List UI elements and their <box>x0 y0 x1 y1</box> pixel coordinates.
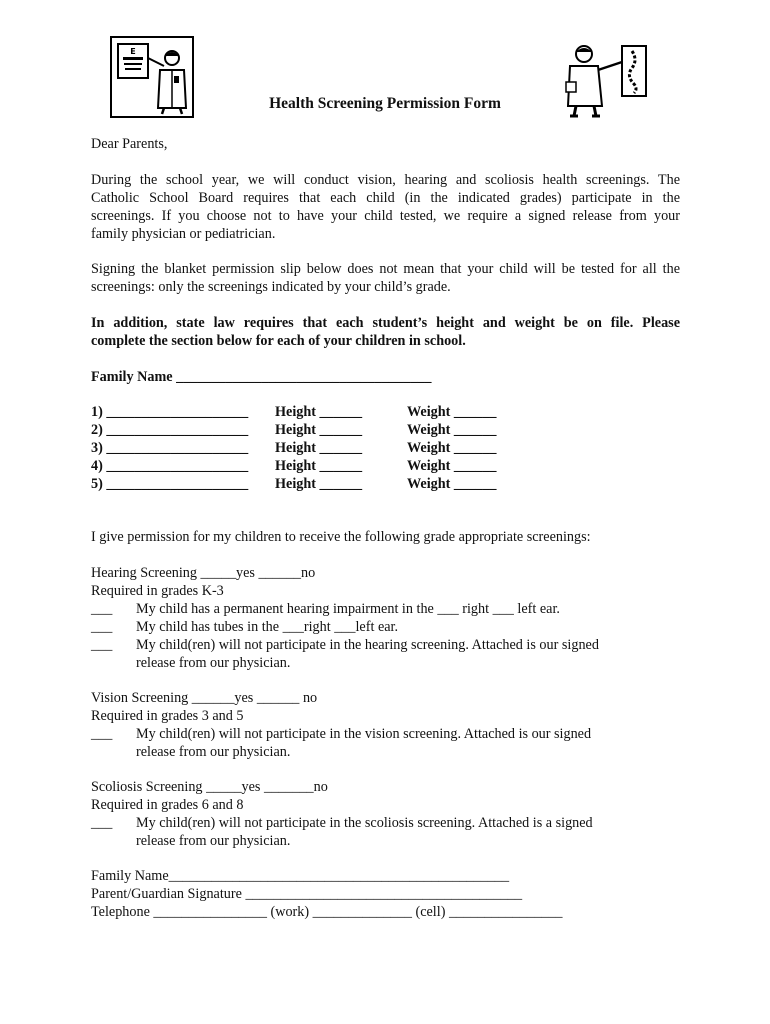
vision-option[interactable] <box>91 725 592 743</box>
option-text: My child(ren) will not participate in the scoliosis screening. Attached is a signed <box>136 815 593 831</box>
height-field[interactable]: Height ______ <box>275 458 363 474</box>
family-name-signature-field[interactable]: Family Name________________________________________________ <box>91 868 510 884</box>
guardian-signature-field[interactable]: Parent/Guardian Signature _______________________________________ <box>91 886 523 902</box>
page-title: Health Screening Permission Form <box>269 95 501 112</box>
check-blank[interactable]: ___ <box>91 637 113 653</box>
svg-text:E: E <box>130 47 136 56</box>
vision-grades: Required in grades 3 and 5 <box>91 708 244 724</box>
law-line: In addition, state law requires that each student’s height and weight be on file. Please <box>91 315 680 331</box>
height-field[interactable]: Height ______ <box>275 404 363 420</box>
blanket-line: screenings: only the screenings indicated by your child’s grade. <box>91 279 451 295</box>
vision-heading[interactable]: Vision Screening ______yes ______ no <box>91 690 318 706</box>
child-name-field[interactable]: 1) ____________________ <box>91 404 249 420</box>
law-paragraph <box>91 314 680 350</box>
greeting: Dear Parents, <box>91 136 168 152</box>
child-name-field[interactable]: 4) ____________________ <box>91 458 249 474</box>
child-row <box>91 421 497 439</box>
family-name-field[interactable]: Family Name ____________________________________ <box>91 369 432 385</box>
height-field[interactable]: Height ______ <box>275 476 363 492</box>
hearing-option[interactable] <box>91 618 399 636</box>
weight-field[interactable]: Weight ______ <box>407 458 497 474</box>
child-name-field[interactable]: 5) ____________________ <box>91 476 249 492</box>
child-name-field[interactable]: 3) ____________________ <box>91 440 249 456</box>
scoliosis-heading[interactable]: Scoliosis Screening _____yes _______no <box>91 779 328 795</box>
intro-paragraph <box>91 171 680 243</box>
option-continuation: release from our physician. <box>136 833 291 849</box>
weight-field[interactable]: Weight ______ <box>407 440 497 456</box>
child-name-field[interactable]: 2) ____________________ <box>91 422 249 438</box>
scoliosis-option[interactable] <box>91 814 593 832</box>
scoliosis-grades: Required in grades 6 and 8 <box>91 797 244 813</box>
hearing-heading[interactable]: Hearing Screening _____yes ______no <box>91 565 316 581</box>
check-blank[interactable]: ___ <box>91 815 113 831</box>
intro-line: screenings. If you choose not to have your child tested, we require a signed release from your <box>91 208 680 224</box>
check-blank[interactable]: ___ <box>91 601 113 617</box>
law-line: complete the section below for each of your children in school. <box>91 333 466 349</box>
blanket-line: Signing the blanket permission slip below does not mean that your child will be tested for all the <box>91 261 680 277</box>
child-row <box>91 439 497 457</box>
option-continuation: release from our physician. <box>136 655 291 671</box>
intro-line: Catholic School Board requires that each child (in the indicated grades) participate in the <box>91 190 680 206</box>
option-text: My child(ren) will not participate in the vision screening. Attached is our signed <box>136 726 592 742</box>
hearing-grades: Required in grades K-3 <box>91 583 224 599</box>
weight-field[interactable]: Weight ______ <box>407 422 497 438</box>
child-row <box>91 403 497 421</box>
weight-field[interactable]: Weight ______ <box>407 476 497 492</box>
check-blank[interactable]: ___ <box>91 726 113 742</box>
option-text: My child has tubes in the ___right ___left ear. <box>136 619 399 635</box>
blanket-paragraph <box>91 260 680 296</box>
option-text: My child has a permanent hearing impairment in the ___ right ___ left ear. <box>136 601 560 617</box>
child-row <box>91 475 497 493</box>
telephone-field[interactable]: Telephone ________________ (work) ______________ (cell) ________________ <box>91 904 563 920</box>
hearing-option[interactable] <box>91 636 599 654</box>
height-field[interactable]: Height ______ <box>275 422 363 438</box>
child-row <box>91 457 497 475</box>
hearing-option[interactable] <box>91 600 560 618</box>
intro-line: family physician or pediatrician. <box>91 226 276 242</box>
weight-field[interactable]: Weight ______ <box>407 404 497 420</box>
option-continuation: release from our physician. <box>136 744 291 760</box>
option-text: My child(ren) will not participate in the hearing screening. Attached is our signed <box>136 637 599 653</box>
check-blank[interactable]: ___ <box>91 619 113 635</box>
height-field[interactable]: Height ______ <box>275 440 363 456</box>
intro-line: During the school year, we will conduct vision, hearing and scoliosis health screenings. The <box>91 172 680 188</box>
permission-statement: I give permission for my children to receive the following grade appropriate screenings: <box>91 529 591 545</box>
